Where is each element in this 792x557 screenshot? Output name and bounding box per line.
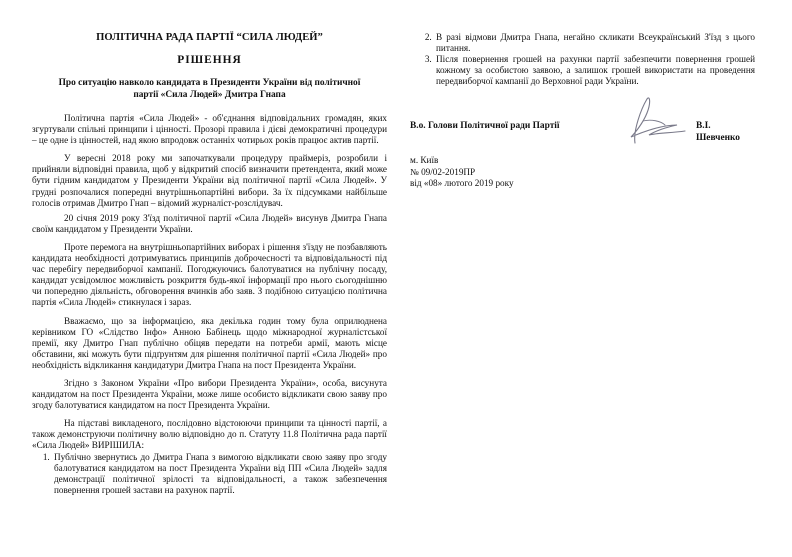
paragraph-4: Проте перемога на внутрішньопартійних виборах і рішення з'їзду не позбавляють кандидата необхідності дотримуватись принципів доброчесності та відповідальності під час перебігу передвиборчої кампанії. Погоджуючись балотуватися на публічну посаду, кандидат усвідомлює можливість розкриття будь-якої інформації про нього сьогоднішню чи попередню діяльність, обговорення вчинків або заяв. З подібною ситуацією політична партія «Сила Людей» стикнулася і зараз. [32,241,387,308]
decision-item-3: 3. Після повернення грошей на рахунки партії забезпечити повернення грошей кожному за особистою заявою, а залишок грошей використати на проведення передвиборчої кампанії до Верховної ради України. [434,54,755,87]
paragraph-6: Згідно з Законом України «Про вибори Президента України», особа, висунута кандидатом на пост Президента України, може лише особисто відкликати свою заяву про згоду балотуватися кандидатом на пост Президента України. [32,377,387,411]
signature-block [410,121,755,149]
subject-line-2: партії «Сила Людей» Дмитра Гнапа [133,89,286,100]
paragraph-7: На підставі викладеного, послідовно відстоюючи принципи та цінності партії, а також демонструючи політичну волю відповідно до п. Статуту 11.8 Політична рада партії «Сила Людей» ВИРІШИЛА: [32,418,387,451]
document-date: від «08» лютого 2019 року [410,178,514,189]
left-column [32,30,387,496]
document-type: РІШЕННЯ [177,54,242,67]
paragraph-3: 20 січня 2019 року З'їзд політичної партії «Сила Людей» висунув Дмитра Гнапа своїм кандидатом у Президенти України. [32,212,387,234]
decision-item-1: 1. Публічно звернутись до Дмитра Гнапа з вимогою відкликати свою заяву про згоду балотуватися кандидатом на пост Президента України від ПП «Сила Людей» задля демонстрації політичної зрілості та відповідальності, а також забезпечення повернення грошей застави на рахунок партії. [52,452,387,496]
signatory-name: В.І. Шевченко [696,121,740,143]
signatory-role: В.о. Голови Політичної ради Партії [410,121,560,132]
right-column [410,32,755,190]
decision-list-continued [410,32,755,87]
subject-line-1: Про ситуацію навколо кандидата в Президенти України від політичної [58,78,361,89]
paragraph-5: Вважаємо, що за інформацією, яка декілька годин тому була оприлюднена керівником ГО «Слідство Інфо» Анною Бабінець щодо міжнародної журналістської премії, яку Дмитро Гнап публічно обіцяв передати на потреби армії, мають місце обставини, які можуть бути підґрунтям для рішення політичної партії «Сила Людей» про необхідність відкликання кандидатури Дмитра Гнапа на пост Президента України. [32,315,387,370]
decision-item-2: 2. В разі відмови Дмитра Гнапа, негайно скликати Всеукраїнський З'їзд з цього питання. [434,32,755,54]
org-title: ПОЛІТИЧНА РАДА ПАРТІЇ “СИЛА ЛЮДЕЙ” [96,32,323,43]
paragraph-2: У вересні 2018 року ми започаткували процедуру праймеріз, розробили і прийняли відповідні правила, щоб у відкритий спосіб визначити претендента, який може бути гідним кандидатом у Президенти України від політичної партії «Сила Людей». У грудні розпочалися попередні внутрішньопартійні вибори. За їх підсумками найбільше голосів отримав Дмитро Гнап – відомий журналіст-розслідувач. [32,153,387,208]
paragraph-1: Політична партія «Сила Людей» - об'єднання відповідальних громадян, яких згуртували спільні принципи і цінності. Прозорі правила і дієві демократичні процедури – це одне із цінностей, над якою впродовж останніх чотирьох років працює актив партії. [32,113,387,146]
document-number: № 09/02-2019ПР [410,166,476,177]
document-city: м. Київ [410,155,439,166]
document-meta [410,155,755,189]
document-subject [32,78,387,101]
handwritten-signature [605,91,695,151]
decision-list [32,452,387,496]
